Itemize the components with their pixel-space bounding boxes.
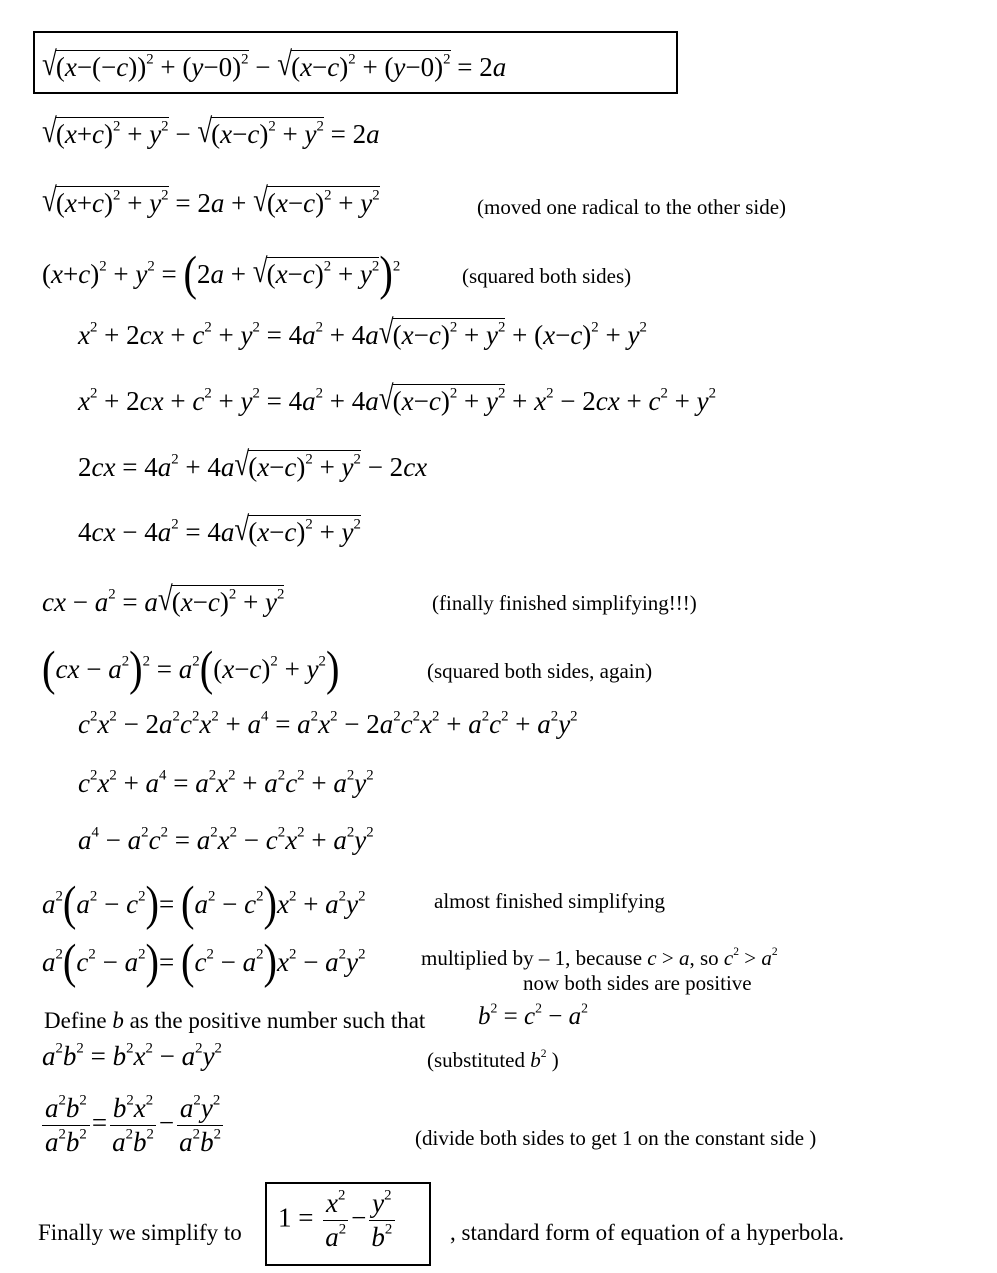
equation-18: $\frac{a^2b^2}{a^2b^2}$ = $\frac{b^2x^2}{a^2b^2}$ − $\frac{a^2y^2}{a^2b^2}$ (40, 1095, 226, 1156)
equation-14: $a^2(a^2 - c^2)= (a^2 - c^2)x^2 + a^2y^2$ (42, 876, 366, 931)
note-substituted: (substituted $b^2$ ) (427, 1048, 559, 1072)
equation-17: $a^2b^2 = b^2x^2 - a^2y^2$ (42, 1040, 222, 1071)
note-multiplied-text: multiplied by – 1, because (421, 946, 643, 970)
note-squared-both-sides: (squared both sides) (462, 264, 632, 288)
note-finally-finished: (finally finished simplifying!!!) (432, 591, 697, 615)
final-prefix: Finally we simplify to (38, 1220, 242, 1245)
note-multiplied: multiplied by – 1, because c > a, so $c^2 > a^2$ (421, 946, 778, 970)
note-divide: (divide both sides to get 1 on the constant side ) (415, 1126, 817, 1150)
equation-9: cx − $a^2 = a√(x-c)^2 + y^2$ (42, 579, 285, 618)
equation-15: $a^2(c^2 - a^2)= (c^2 - a^2)x^2 - a^2y^2$ (42, 934, 366, 989)
equation-10: $(cx - a^2)^2 = a^2((x-c)^2 + y^2)$ (42, 641, 340, 696)
equation-6: $x^2 + 2cx + c^2 + y^2 = 4a^2 + 4a√(x-c)^2 + y^2 + x^2 - 2cx + c^2 + y^2$ (78, 378, 716, 417)
equation-8: $4cx - 4a^2 = 4a√(x-c)^2 + y^2$ (78, 509, 361, 548)
equation-12: $c^2x^2 + a^4 = a^2x^2 + a^2c^2 + a^2y^2$ (78, 767, 374, 798)
equation-13: $a^4 - a^2c^2 = a^2x^2 - c^2x^2 + a^2y^2$ (78, 824, 374, 855)
equation-2: $√(x+c)^2 + y^2 - √(x-c)^2 + y^2 = 2a$ (42, 111, 380, 150)
equation-4: $(x+c)^2 + y^2 = (2a + √(x-c)^2 + y^2)^2$ (42, 246, 401, 301)
note-almost-finished: almost finished simplifying (434, 889, 665, 913)
equation-11: $c^2x^2 - 2a^2c^2x^2 + a^4 = a^2x^2 - 2a^2c^2x^2 + a^2c^2 + a^2y^2$ (78, 708, 578, 739)
final-suffix: , standard form of equation of a hyperbola. (450, 1220, 845, 1245)
equation-19: 1 = $\frac{x^2}{a^2}$ − $\frac{y^2}{b^2}$ (278, 1190, 397, 1251)
equation-7: $2cx = 4a^2 + 4a√(x-c)^2 + y^2 - 2cx$ (78, 444, 428, 483)
note-both-positive: now both sides are positive (523, 971, 752, 995)
equation-16: $b^2 = c^2 - a^2$ (478, 1000, 588, 1030)
equation-5: $x^2 + 2cx + c^2 + y^2 = 4a^2 + 4a√(x-c)^2 + y^2 + (x-c)^2 + y^2$ (78, 312, 647, 351)
note-moved-radical: (moved one radical to the other side) (477, 195, 787, 219)
note-squared-again: (squared both sides, again) (427, 659, 653, 683)
equation-3: $√(x+c)^2 + y^2 = 2a + √(x-c)^2 + y^2$ (42, 180, 380, 219)
define-b-text: Define b as the positive number such that (44, 1008, 426, 1033)
equation-1: $√(x-(-c))^2 + (y-0)^2 - √(x-c)^2 + (y-0)^2 = 2a$ (42, 44, 507, 83)
